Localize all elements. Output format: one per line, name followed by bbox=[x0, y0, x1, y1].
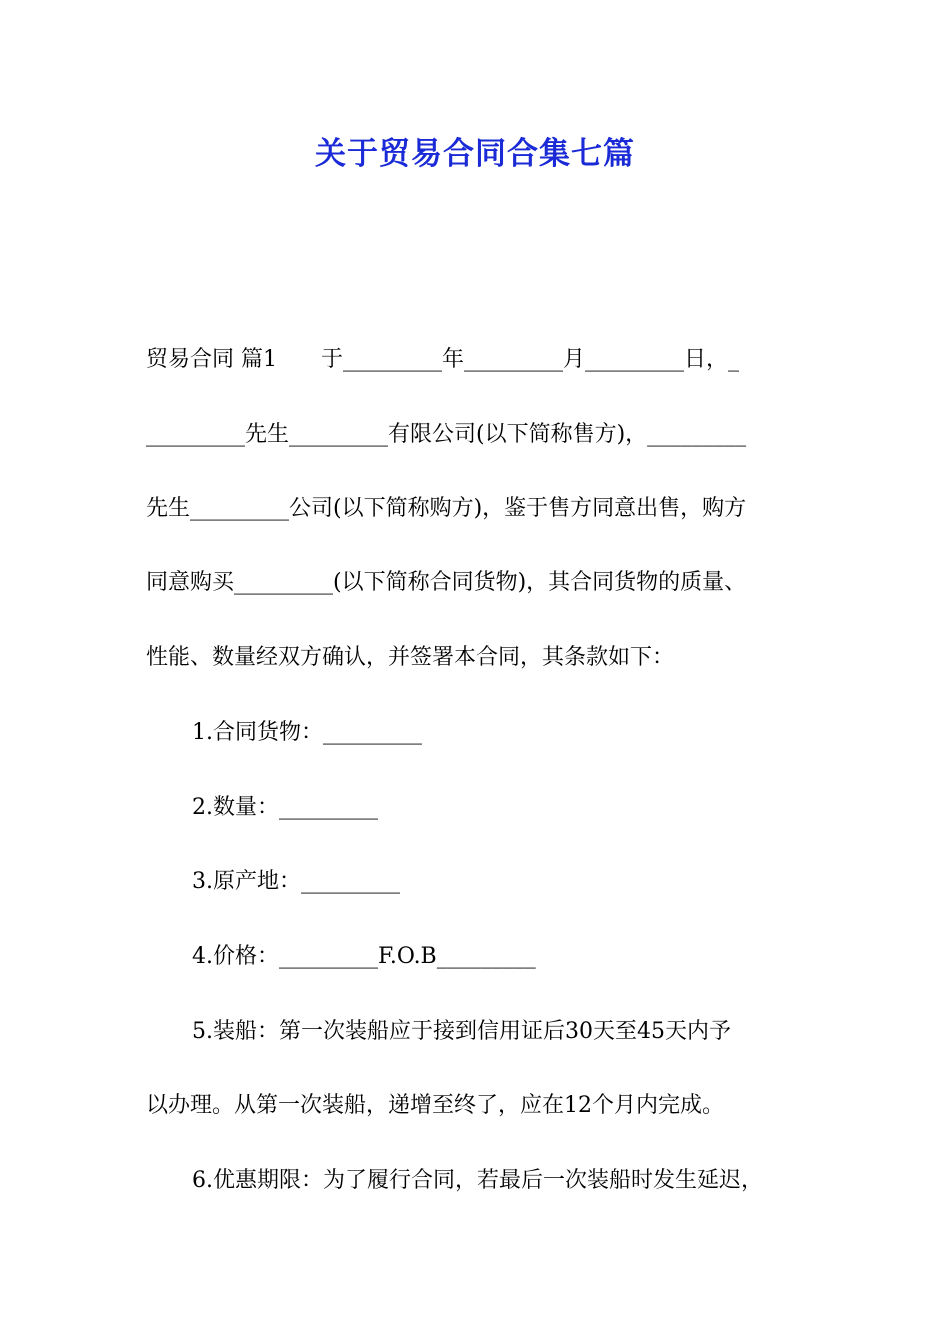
clause-contract-goods: 1.合同货物：_________ bbox=[192, 720, 422, 745]
paragraph-line-2: _________先生_________有限公司(以下简称售方)，_________ bbox=[146, 422, 747, 447]
document-title: 关于贸易合同合集七篇 bbox=[315, 136, 635, 172]
clause-shipment: 5.装船：第一次装船应于接到信用证后30天至45天内予 bbox=[192, 1019, 731, 1044]
paragraph-line-3: 先生_________公司(以下简称购方)，鉴于售方同意出售，购方 bbox=[146, 496, 747, 521]
paragraph-line-5: 性能、数量经双方确认，并签署本合同，其条款如下： bbox=[146, 645, 675, 670]
clause-grace-period: 6.优惠期限：为了履行合同，若最后一次装船时发生延迟， bbox=[192, 1168, 763, 1193]
clause-shipment-continued: 以办理。从第一次装船，递增至终了，应在12个月内完成。 bbox=[146, 1093, 724, 1118]
paragraph-line-4: 同意购买_________(以下简称合同货物)，其合同货物的质量、 bbox=[146, 570, 747, 595]
clause-origin: 3.原产地：_________ bbox=[192, 869, 400, 894]
clause-quantity: 2.数量：_________ bbox=[192, 795, 378, 820]
clause-price: 4.价格：_________F.O.B_________ bbox=[192, 944, 536, 969]
paragraph-line-1: 贸易合同 篇1 于_________年_________月_________日，_ bbox=[146, 347, 739, 372]
